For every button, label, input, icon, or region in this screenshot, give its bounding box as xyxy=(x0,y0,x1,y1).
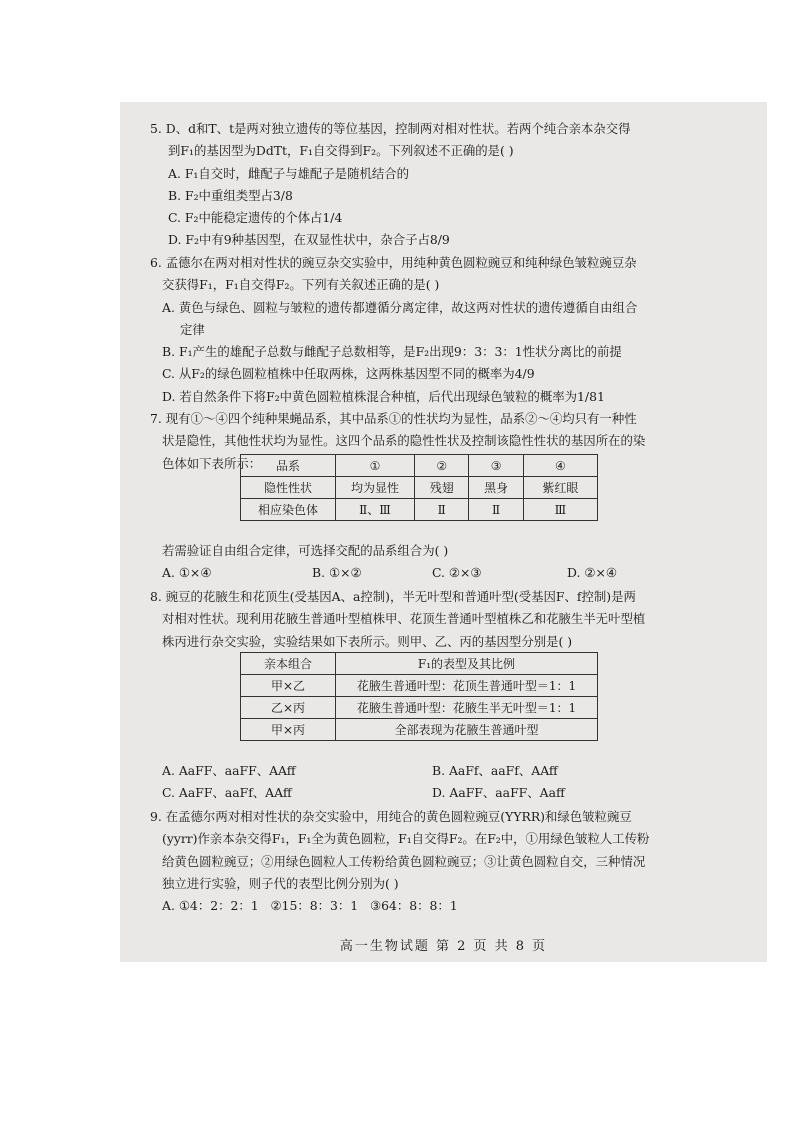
q7-cell: Ⅲ xyxy=(523,499,597,521)
q8-table-row xyxy=(241,697,598,719)
question-6 xyxy=(150,252,750,408)
q6-option-c: C. 从F₂的绿色圆粒植株中任取两株，这两株基因型不同的概率为4/9 xyxy=(162,366,535,382)
q7-table xyxy=(240,454,598,521)
q7-cell: ③ xyxy=(469,455,523,477)
q6-option-d: D. 若自然条件下将F₂中黄色圆粒植株混合种植，后代出现绿色皱粒的概率为1/81 xyxy=(162,388,605,404)
q6-option-b: B. F₁产生的雄配子总数与雌配子总数相等，是F₂出现9：3：3：1性状分离比的前提 xyxy=(162,344,622,360)
question-8 xyxy=(150,586,750,653)
q7-options xyxy=(150,562,750,584)
q7-cell: Ⅱ xyxy=(415,499,469,521)
q5-option-c: C. F₂中能稳定遗传的个体占1/4 xyxy=(168,210,343,226)
scanned-page xyxy=(120,102,767,962)
q8-table-row xyxy=(241,653,598,675)
question-8-options xyxy=(150,760,750,805)
q8-cell: 甲×丙 xyxy=(241,719,336,741)
q8-cell: F₁的表型及其比例 xyxy=(336,653,598,675)
question-7-tail xyxy=(150,540,750,585)
q5-option-b: B. F₂中重组类型占3/8 xyxy=(168,187,293,203)
q7-table-row xyxy=(241,455,598,477)
q8-cell: 全部表现为花腋生普通叶型 xyxy=(336,719,598,741)
q7-cell: ② xyxy=(415,455,469,477)
q8-option-a: A. AaFF、aaFF、AAff xyxy=(162,763,296,778)
q7-cell: ④ xyxy=(523,455,597,477)
q8-options-row-2 xyxy=(150,782,750,804)
q7-cell: 相应染色体 xyxy=(241,499,336,521)
q5-option-a: A. F₁自交时，雌配子与雄配子是随机结合的 xyxy=(168,165,410,181)
question-9 xyxy=(150,806,750,917)
q9-option-a: A. ①4：2：2：1 ②15：8：3：1 ③64：8：8：1 xyxy=(162,898,458,914)
q8-cell: 乙×丙 xyxy=(241,697,336,719)
q7-table-row xyxy=(241,499,598,521)
q8-options-row-1 xyxy=(150,760,750,782)
question-5 xyxy=(150,118,750,252)
q6-option-a: A. 黄色与绿色、圆粒与皱粒的遗传都遵循分离定律，故这两对性状的遗传遵循自由组合 xyxy=(162,299,638,315)
q7-option-b: B. ①×② xyxy=(312,565,362,581)
q7-cell: 残翅 xyxy=(415,477,469,499)
q7-stem-line-3: 色体如下表所示： xyxy=(162,455,262,471)
q5-stem-line-1: 5. D、d和T、t是两对独立遗传的等位基因，控制两对相对性状。若两个纯合亲本杂交得 xyxy=(150,121,631,136)
q8-option-c: C. AaFF、aaFf、AAff xyxy=(162,785,292,801)
q5-option-d: D. F₂中有9种基因型，在双显性状中，杂合子占8/9 xyxy=(168,232,450,248)
q8-table-row xyxy=(241,675,598,697)
q8-option-b: B. AaFf、aaFf、AAff xyxy=(432,763,558,778)
q8-stem-line-3: 株丙进行杂交实验，实验结果如下表所示。则甲、乙、丙的基因型分别是( ) xyxy=(162,633,573,649)
q8-cell: 亲本组合 xyxy=(241,653,336,675)
q8-stem-line-1: 8. 豌豆的花腋生和花顶生(受基因A、a控制)，半无叶型和普通叶型(受基因F、f控制)是两 xyxy=(150,589,636,604)
q8-stem-line-2: 对相对性状。现利用花腋生普通叶型植株甲、花顶生普通叶型植株乙和花腋生半无叶型植 xyxy=(162,611,646,627)
page-footer: 高一生物试题 第 2 页 共 8 页 xyxy=(339,939,548,954)
q7-stem-line-4: 若需验证自由组合定律，可选择交配的品系组合为( ) xyxy=(162,543,449,558)
q8-cell: 花腋生普通叶型：花顶生普通叶型＝1：1 xyxy=(336,675,598,697)
q9-stem-line-2: (yyrr)作亲本杂交得F₁，F₁全为黄色圆粒，F₁自交得F₂。在F₂中，①用绿色皱粒人工传粉 xyxy=(162,831,650,847)
q7-option-c: C. ②×③ xyxy=(432,565,482,581)
q6-stem-line-1: 6. 孟德尔在两对相对性状的豌豆杂交实验中，用纯种黄色圆粒豌豆和纯种绿色皱粒豌豆杂 xyxy=(150,255,637,270)
q9-stem-line-3: 给黄色圆粒豌豆；②用绿色圆粒人工传粉给黄色圆粒豌豆；③让黄色圆粒自交，三种情况 xyxy=(162,853,646,869)
q7-stem-line-1: 7. 现有①～④四个纯种果蝇品系，其中品系①的性状均为显性，品系②～④均只有一种性 xyxy=(150,411,637,426)
q5-stem-line-2: 到F₁的基因型为DdTt，F₁自交得到F₂。下列叙述不正确的是( ) xyxy=(168,143,514,159)
q7-table-row xyxy=(241,477,598,499)
q8-option-d: D. AaFF、aaFF、Aaff xyxy=(432,785,565,801)
q9-stem-line-4: 独立进行实验，则子代的表型比例分别为( ) xyxy=(162,875,399,891)
q7-cell: Ⅱ xyxy=(469,499,523,521)
q7-cell: 隐性性状 xyxy=(241,477,336,499)
q7-cell: 黑身 xyxy=(469,477,523,499)
q6-stem-line-2: 交获得F₁，F₁自交得F₂。下列有关叙述正确的是( ) xyxy=(162,277,440,293)
q7-cell: 品系 xyxy=(241,455,336,477)
q7-option-a: A. ①×④ xyxy=(162,565,212,581)
q7-stem-line-2: 状是隐性，其他性状均为显性。这四个品系的隐性性状及控制该隐性性状的基因所在的染 xyxy=(162,433,646,449)
q8-cell: 甲×乙 xyxy=(241,675,336,697)
q7-cell: Ⅱ、Ⅲ xyxy=(336,499,415,521)
q8-table-row xyxy=(241,719,598,741)
q7-cell: 均为显性 xyxy=(336,477,415,499)
q6-option-a-cont: 定律 xyxy=(180,321,205,337)
q8-cell: 花腋生普通叶型：花腋生半无叶型＝1：1 xyxy=(336,697,598,719)
q7-cell: ① xyxy=(336,455,415,477)
q9-stem-line-1: 9. 在孟德尔两对相对性状的杂交实验中，用纯合的黄色圆粒豌豆(YYRR)和绿色皱粒豌豆 xyxy=(150,809,632,824)
q8-table xyxy=(240,652,598,741)
q7-cell: 紫红眼 xyxy=(523,477,597,499)
q7-option-d: D. ②×④ xyxy=(567,565,617,581)
